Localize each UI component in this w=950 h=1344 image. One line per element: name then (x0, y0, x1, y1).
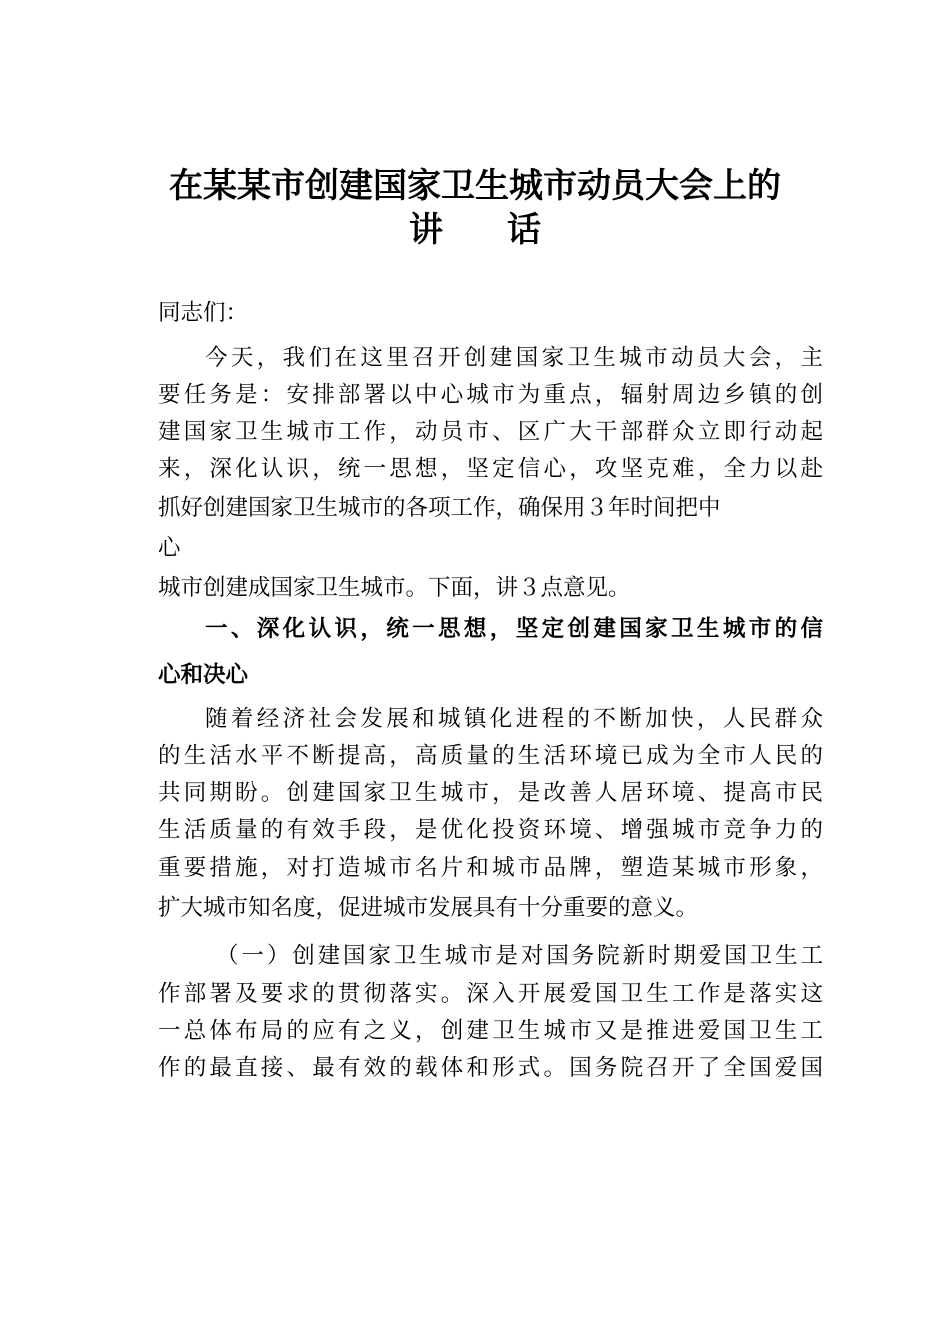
section-1-heading-line-1: 一、深化认识，统一思想，坚定创建国家卫生城市的信 (205, 616, 823, 642)
intro-line: 要任务是：安排部署以中心城市为重点，辐射周边乡镇的创 (158, 382, 823, 408)
intro-line: 城市创建成国家卫生城市。下面，讲３点意见。 (158, 575, 631, 601)
intro-line: 建国家卫生城市工作，动员市、区广大干部群众立即行动起 (158, 419, 823, 445)
intro-line: 今天，我们在这里召开创建国家卫生城市动员大会，主 (205, 345, 823, 371)
paragraph-2-line: 重要措施，对打造城市名片和城市品牌，塑造某城市形象， (158, 855, 823, 881)
paragraph-3-line: 作的最直接、最有效的载体和形式。国务院召开了全国爱国 (158, 1055, 823, 1081)
intro-line: 来，深化认识，统一思想，坚定信心，攻坚克难，全力以赴 (158, 456, 823, 482)
paragraph-3-line: （一）创建国家卫生城市是对国务院新时期爱国卫生工 (216, 943, 823, 969)
paragraph-2-line: 的生活水平不断提高，高质量的生活环境已成为全市人民的 (158, 743, 823, 769)
paragraph-2-line: 生活质量的有效手段，是优化投资环境、增强城市竞争力的 (158, 817, 823, 843)
intro-line: 抓好创建国家卫生城市的各项工作，确保用３年时间把中 (158, 495, 721, 521)
paragraph-3-line: 作部署及要求的贯彻落实。深入开展爱国卫生工作是落实这 (158, 981, 823, 1007)
document-title-line-1: 在某某市创建国家卫生城市动员大会上的 (169, 166, 781, 206)
intro-line: 心 (158, 535, 181, 561)
salutation: 同志们： (158, 300, 249, 326)
paragraph-2-line: 随着经济社会发展和城镇化进程的不断加快，人民群众 (205, 706, 823, 732)
paragraph-2-line: 扩大城市知名度，促进城市发展具有十分重要的意义。 (158, 895, 699, 921)
document-title-line-2: 讲话 (409, 210, 605, 250)
section-1-heading-line-2: 心和决心 (158, 662, 249, 688)
paragraph-3-line: 一总体布局的应有之义，创建卫生城市又是推进爱国卫生工 (158, 1018, 823, 1044)
paragraph-2-line: 共同期盼。创建国家卫生城市，是改善人居环境、提高市民 (158, 780, 823, 806)
